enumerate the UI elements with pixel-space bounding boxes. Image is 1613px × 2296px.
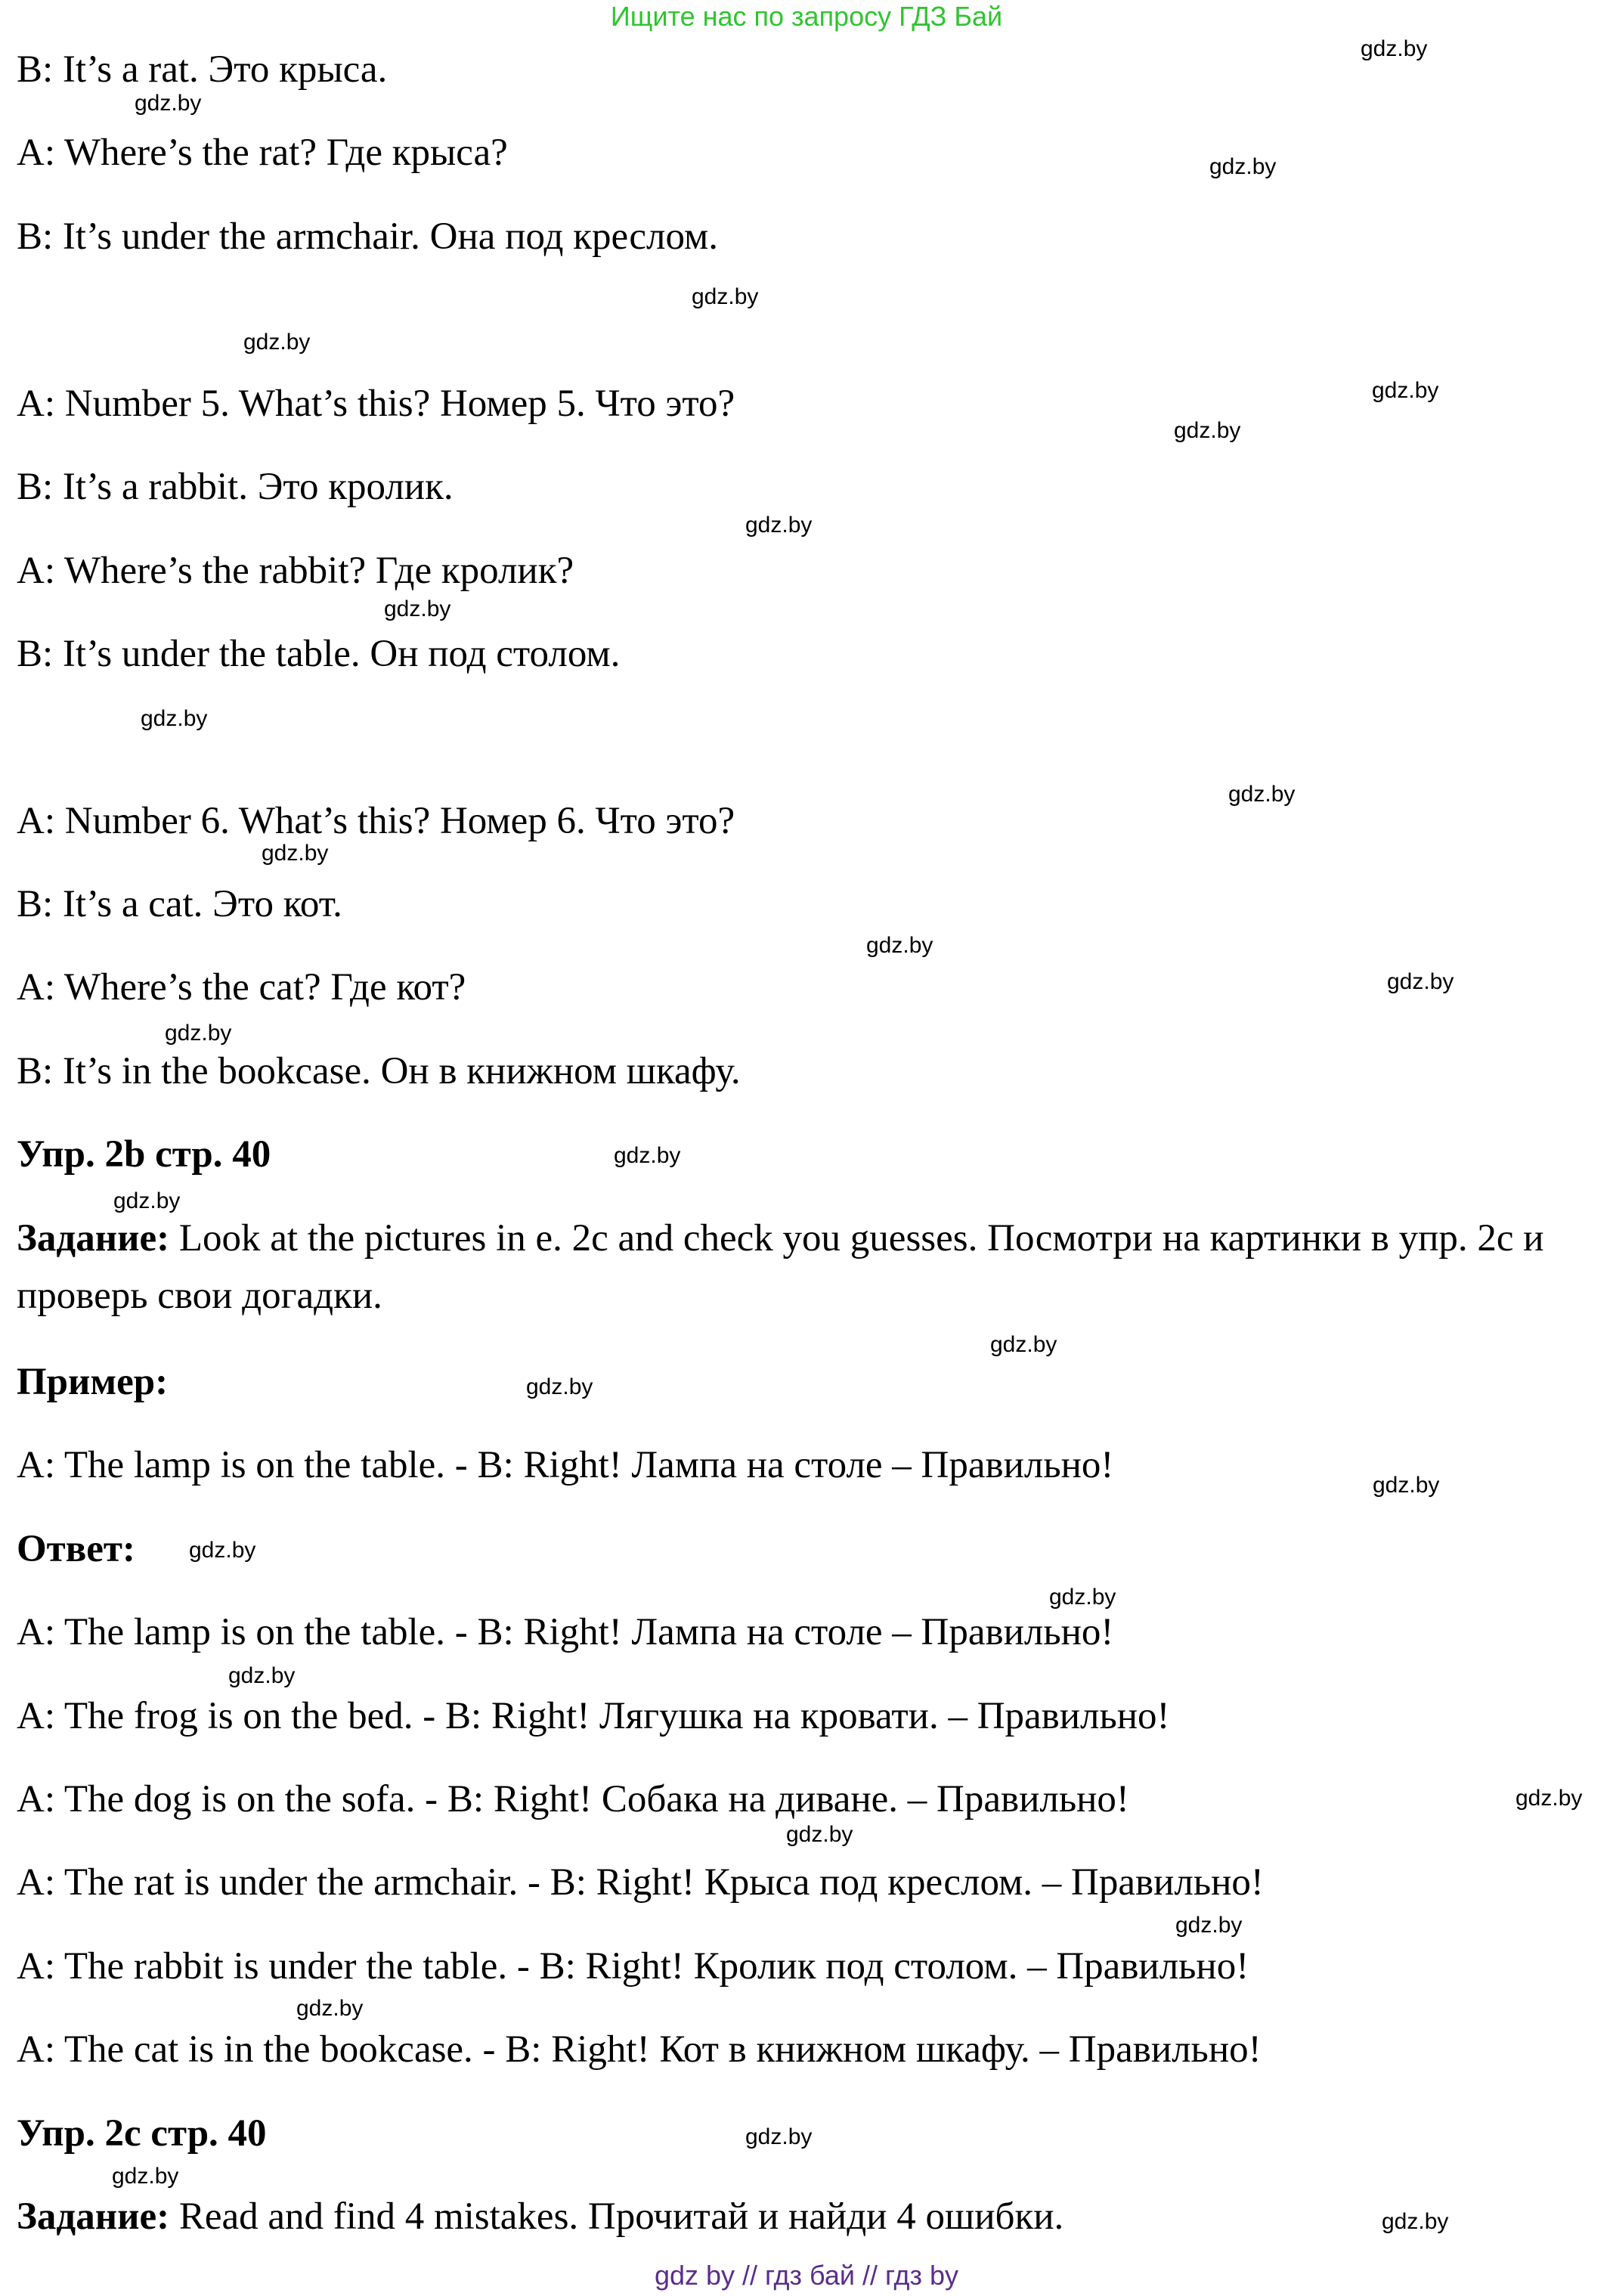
top-banner: Ищите нас по запросу ГДЗ Бай <box>610 1 1003 32</box>
answer-line: A: The frog is on the bed. - B: Right! Лягушка на кровати. – Правильно! <box>17 1695 1170 1737</box>
dialog-line-cat-in: B: It’s in the bookcase. Он в книжном шкафу. <box>17 1050 741 1092</box>
watermark: gdz.by <box>113 1188 181 1213</box>
task-text: Read and find 4 mistakes. Прочитай и найди 4 ошибки. <box>169 2195 1064 2238</box>
watermark: gdz.by <box>262 841 329 866</box>
dialog-line-rabbit: B: It’s a rabbit. Это кролик. <box>17 466 454 508</box>
watermark: gdz.by <box>1174 418 1241 443</box>
example-line: A: The lamp is on the table. - B: Right! Лампа на столе – Правильно! <box>17 1444 1114 1486</box>
watermark: gdz.by <box>1387 969 1454 994</box>
dialog-line-rat-where: A: Where’s the rat? Где крыса? <box>17 132 508 174</box>
watermark: gdz.by <box>1175 1913 1243 1938</box>
watermark: gdz.by <box>243 330 311 355</box>
dialog-line-cat: B: It’s a cat. Это кот. <box>17 883 342 925</box>
task-label: Задание: <box>17 2195 170 2238</box>
watermark: gdz.by <box>745 513 813 538</box>
watermark: gdz.by <box>1373 1473 1440 1498</box>
dialog-line-rat-under: B: It’s under the armchair. Она под креслом. <box>17 215 719 258</box>
watermark: gdz.by <box>165 1021 232 1046</box>
example-label: Пример: <box>17 1361 169 1403</box>
watermark: gdz.by <box>296 1996 364 2021</box>
dialog-line-number6: A: Number 6. What’s this? Номер 6. Что это? <box>17 800 735 842</box>
exercise-2b-heading: Упр. 2b стр. 40 <box>17 1133 271 1176</box>
dialog-line-rabbit-where: A: Where’s the rabbit? Где кролик? <box>17 550 574 592</box>
watermark: gdz.by <box>384 596 451 621</box>
answer-line: A: The rat is under the armchair. - B: Right! Крыса под креслом. – Правильно! <box>17 1861 1264 1904</box>
watermark: gdz.by <box>1228 782 1296 807</box>
watermark: gdz.by <box>189 1538 256 1563</box>
answer-label: Ответ: <box>17 1528 135 1570</box>
task-label: Задание: <box>17 1217 170 1260</box>
watermark: gdz.by <box>112 2164 179 2189</box>
footer-links[interactable]: gdz by // гдз бай // гдз by <box>654 2260 959 2291</box>
watermark: gdz.by <box>990 1332 1057 1357</box>
watermark: gdz.by <box>1361 36 1428 61</box>
watermark: gdz.by <box>1209 154 1277 179</box>
watermark: gdz.by <box>1049 1585 1116 1610</box>
watermark: gdz.by <box>786 1822 853 1847</box>
answer-line: A: The lamp is on the table. - B: Right! Лампа на столе – Правильно! <box>17 1611 1114 1653</box>
dialog-line-rat: B: It’s a rat. Это крыса. <box>17 48 388 91</box>
exercise-2c-task <box>17 2194 1063 2239</box>
dialog-line-rabbit-under: B: It’s under the table. Он под столом. <box>17 633 621 675</box>
watermark: gdz.by <box>614 1143 681 1168</box>
exercise-2c-heading: Упр. 2c стр. 40 <box>17 2112 267 2155</box>
dialog-line-number5: A: Number 5. What’s this? Номер 5. Что это? <box>17 383 735 425</box>
watermark: gdz.by <box>692 284 759 309</box>
watermark: gdz.by <box>135 91 202 116</box>
answer-line: A: The dog is on the sofa. - B: Right! Собака на диване. – Правильно! <box>17 1778 1129 1820</box>
watermark: gdz.by <box>228 1663 296 1688</box>
watermark: gdz.by <box>1372 378 1439 403</box>
answer-line: A: The cat is in the bookcase. - B: Right! Кот в книжном шкафу. – Правильно! <box>17 2028 1262 2071</box>
watermark: gdz.by <box>1515 1786 1583 1811</box>
task-text: Look at the pictures in e. 2c and check you guesses. Посмотри на картинки в упр. 2c и проверь свои догадки. <box>17 1217 1544 1317</box>
watermark: gdz.by <box>866 933 933 958</box>
watermark: gdz.by <box>745 2124 813 2149</box>
watermark: gdz.by <box>1382 2209 1449 2234</box>
answer-line: A: The rabbit is under the table. - B: Right! Кролик под столом. – Правильно! <box>17 1945 1249 1988</box>
exercise-2b-task <box>17 1210 1604 1325</box>
watermark: gdz.by <box>141 706 208 731</box>
dialog-line-cat-where: A: Where’s the cat? Где кот? <box>17 966 466 1009</box>
watermark: gdz.by <box>526 1374 593 1399</box>
